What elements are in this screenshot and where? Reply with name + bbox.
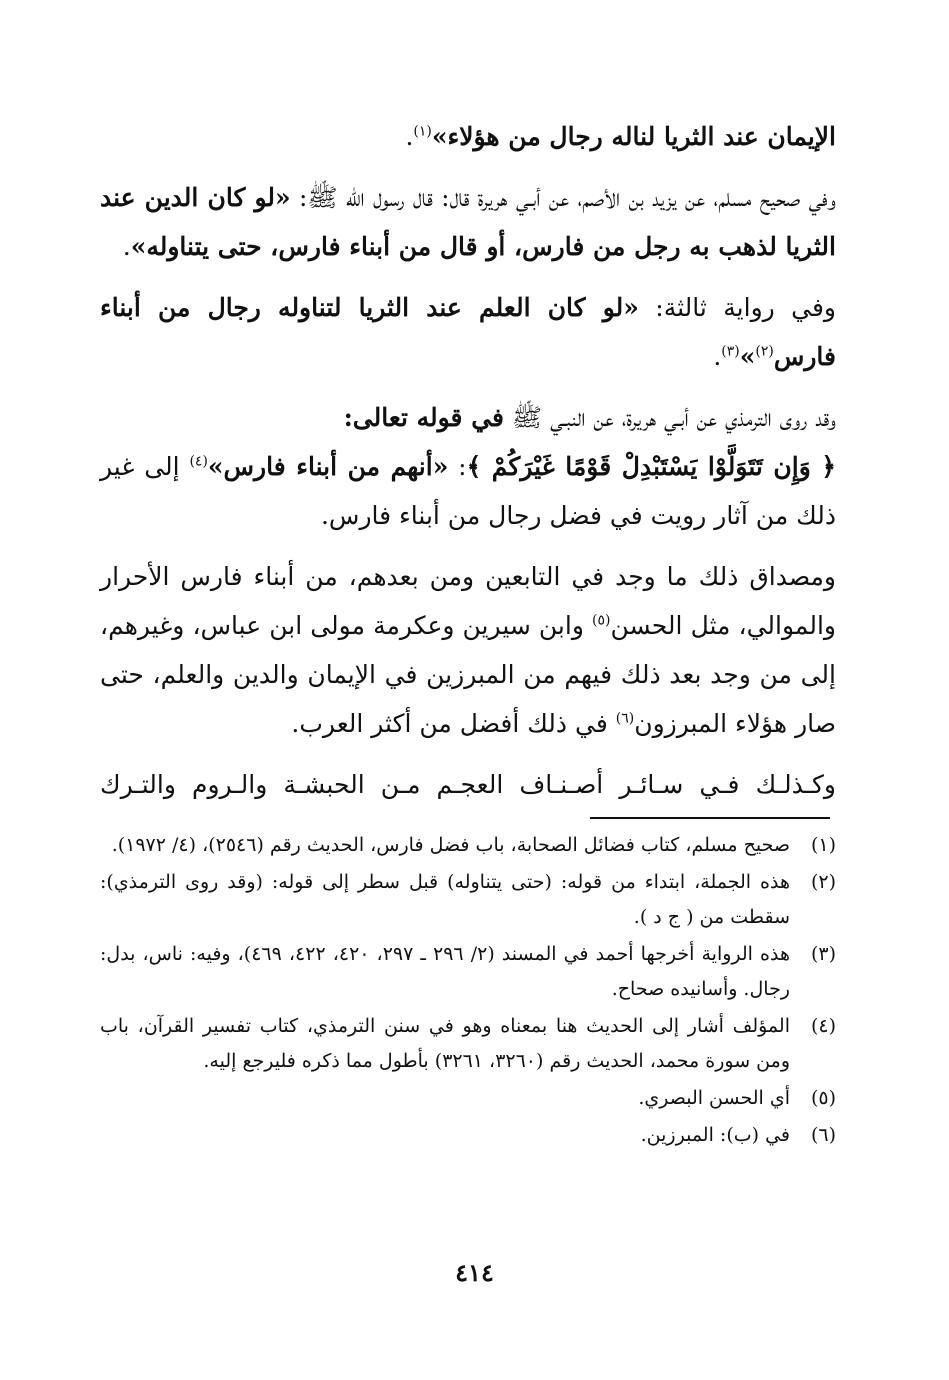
main-text — [100, 112, 836, 821]
footnote-separator — [590, 817, 830, 819]
footnote-number: (٦) — [810, 1124, 836, 1146]
hadith-quote: «لو كان العلم عند الثريا لتناوله رجال من أبناء فارس — [100, 293, 836, 371]
footnote-ref-1[interactable]: (١) — [413, 123, 432, 140]
paragraph-5 — [100, 552, 836, 748]
footnote-text: أي الحسن البصري. — [638, 1087, 790, 1109]
footnote-item — [100, 1118, 836, 1153]
footnote-text: هذه الرواية أخرجها أحمد في المسند (٢/ ٢٩٦ ـ ٢٩٧، ٤٢٠، ٤٢٢، ٤٦٩)، وفيه: ناس، بدل: رجال. وأسانيده صحاح. — [100, 943, 790, 1000]
footnote-item — [100, 1081, 836, 1116]
paragraph-end: . — [713, 342, 722, 371]
paragraph-text: وقد روى الترمذي عن أبـي هريرة، عن النبـي ﷺ — [503, 403, 836, 432]
footnote-item — [100, 865, 836, 935]
paragraph-end: . — [405, 122, 414, 151]
paragraph-text: وكـذلـك فـي سـائـر أصـنـاف العجـم مـن الحبشـة والـروم والتـرك — [100, 770, 836, 799]
footnotes — [100, 828, 836, 1155]
hadith-quote: الإيمان عند الثريا لناله رجال من هؤلاء» — [431, 122, 836, 151]
footnote-text: هذه الجملة، ابتداء من قوله: (حتى يتناوله) قبل سطر إلى قوله: (وقد روى الترمذي): سقطت من ( ج د ). — [100, 871, 790, 928]
footnote-item — [100, 828, 836, 863]
page-number: ٤١٤ — [455, 1258, 494, 1287]
footnote-ref-3[interactable]: (٣) — [721, 343, 740, 360]
footnote-text: في (ب): المبرزين. — [640, 1124, 790, 1146]
footnote-number: (٤) — [810, 1015, 836, 1037]
quote-close: » — [739, 342, 756, 371]
quran-verse: ﴿ وَإِن تَتَوَلَّوْا يَسْتَبْدِلْ قَوْمًا غَيْرَكُمْ ﴾ — [466, 452, 836, 481]
footnote-number: (٢) — [810, 871, 836, 893]
footnote-text: صحيح مسلم، كتاب فضائل الصحابة، باب فضل فارس، الحديث رقم (٢٥٤٦)، (٤/ ١٩٧٢). — [111, 834, 790, 856]
footnote-text: المؤلف أشار إلى الحديث هنا بمعناه وهو في سنن الترمذي، كتاب تفسير القرآن، باب ومن سورة محمد، الحديث رقم (٣٢٦٠، ٣٢٦١) بأطول مما ذكره فليرجع إليه. — [100, 1015, 790, 1072]
footnote-ref-2[interactable]: (٢) — [755, 343, 774, 360]
footnote-ref-5[interactable]: (٥) — [591, 612, 611, 629]
footnote-number: (٥) — [810, 1087, 836, 1109]
paragraph-text: : — [448, 452, 467, 481]
paragraph-3 — [100, 283, 836, 381]
paragraph-1 — [100, 112, 836, 161]
paragraph-text: ومصداق ذلك ما وجد في التابعين ومن بعدهم، من أبناء فارس الأحرار والموالي، مثل الحسن — [100, 562, 836, 640]
footnote-item — [100, 937, 836, 1007]
paragraph-text: في ذلك أفضل من أكثر العرب. — [291, 709, 616, 738]
paragraph-text: وابن سيرين وعكرمة مولى ابن عباس، وغيرهم، إلى من وجد بعد ذلك فيهم من المبرزين في الإيمان والدين والعلم، حتى صار هؤلاء المبرزون — [100, 611, 836, 738]
footnote-ref-6[interactable]: (٦) — [615, 710, 635, 727]
paragraph-end: . — [122, 232, 131, 261]
hadith-quote: «لو كان الدين عند الثريا لذهب به رجل من فارس، أو قال من أبناء فارس، حتى يتناوله» — [100, 183, 836, 261]
paragraph-text: وفي رواية ثالثة: — [638, 293, 836, 322]
hadith-quote: «أنهم من أبناء فارس» — [207, 452, 449, 481]
footnote-number: (٣) — [810, 943, 836, 965]
footnote-item — [100, 1009, 836, 1079]
footnote-ref-4[interactable]: (٤) — [189, 453, 208, 470]
paragraph-2 — [100, 173, 836, 271]
paragraph-6 — [100, 760, 836, 809]
emphasis-text: في قوله تعالى: — [343, 403, 504, 432]
paragraph-text: وفي صحيح مسلم، عن يزيد بن الأصم، عن أبـي هريرة قال: قال رسول الله ﷺ: — [290, 183, 836, 212]
footnote-number: (١) — [810, 834, 836, 856]
paragraph-text: إلى غير ذلك من آثار رويت في فضل رجال من أبناء فارس. — [100, 452, 836, 530]
paragraph-4 — [100, 393, 836, 540]
